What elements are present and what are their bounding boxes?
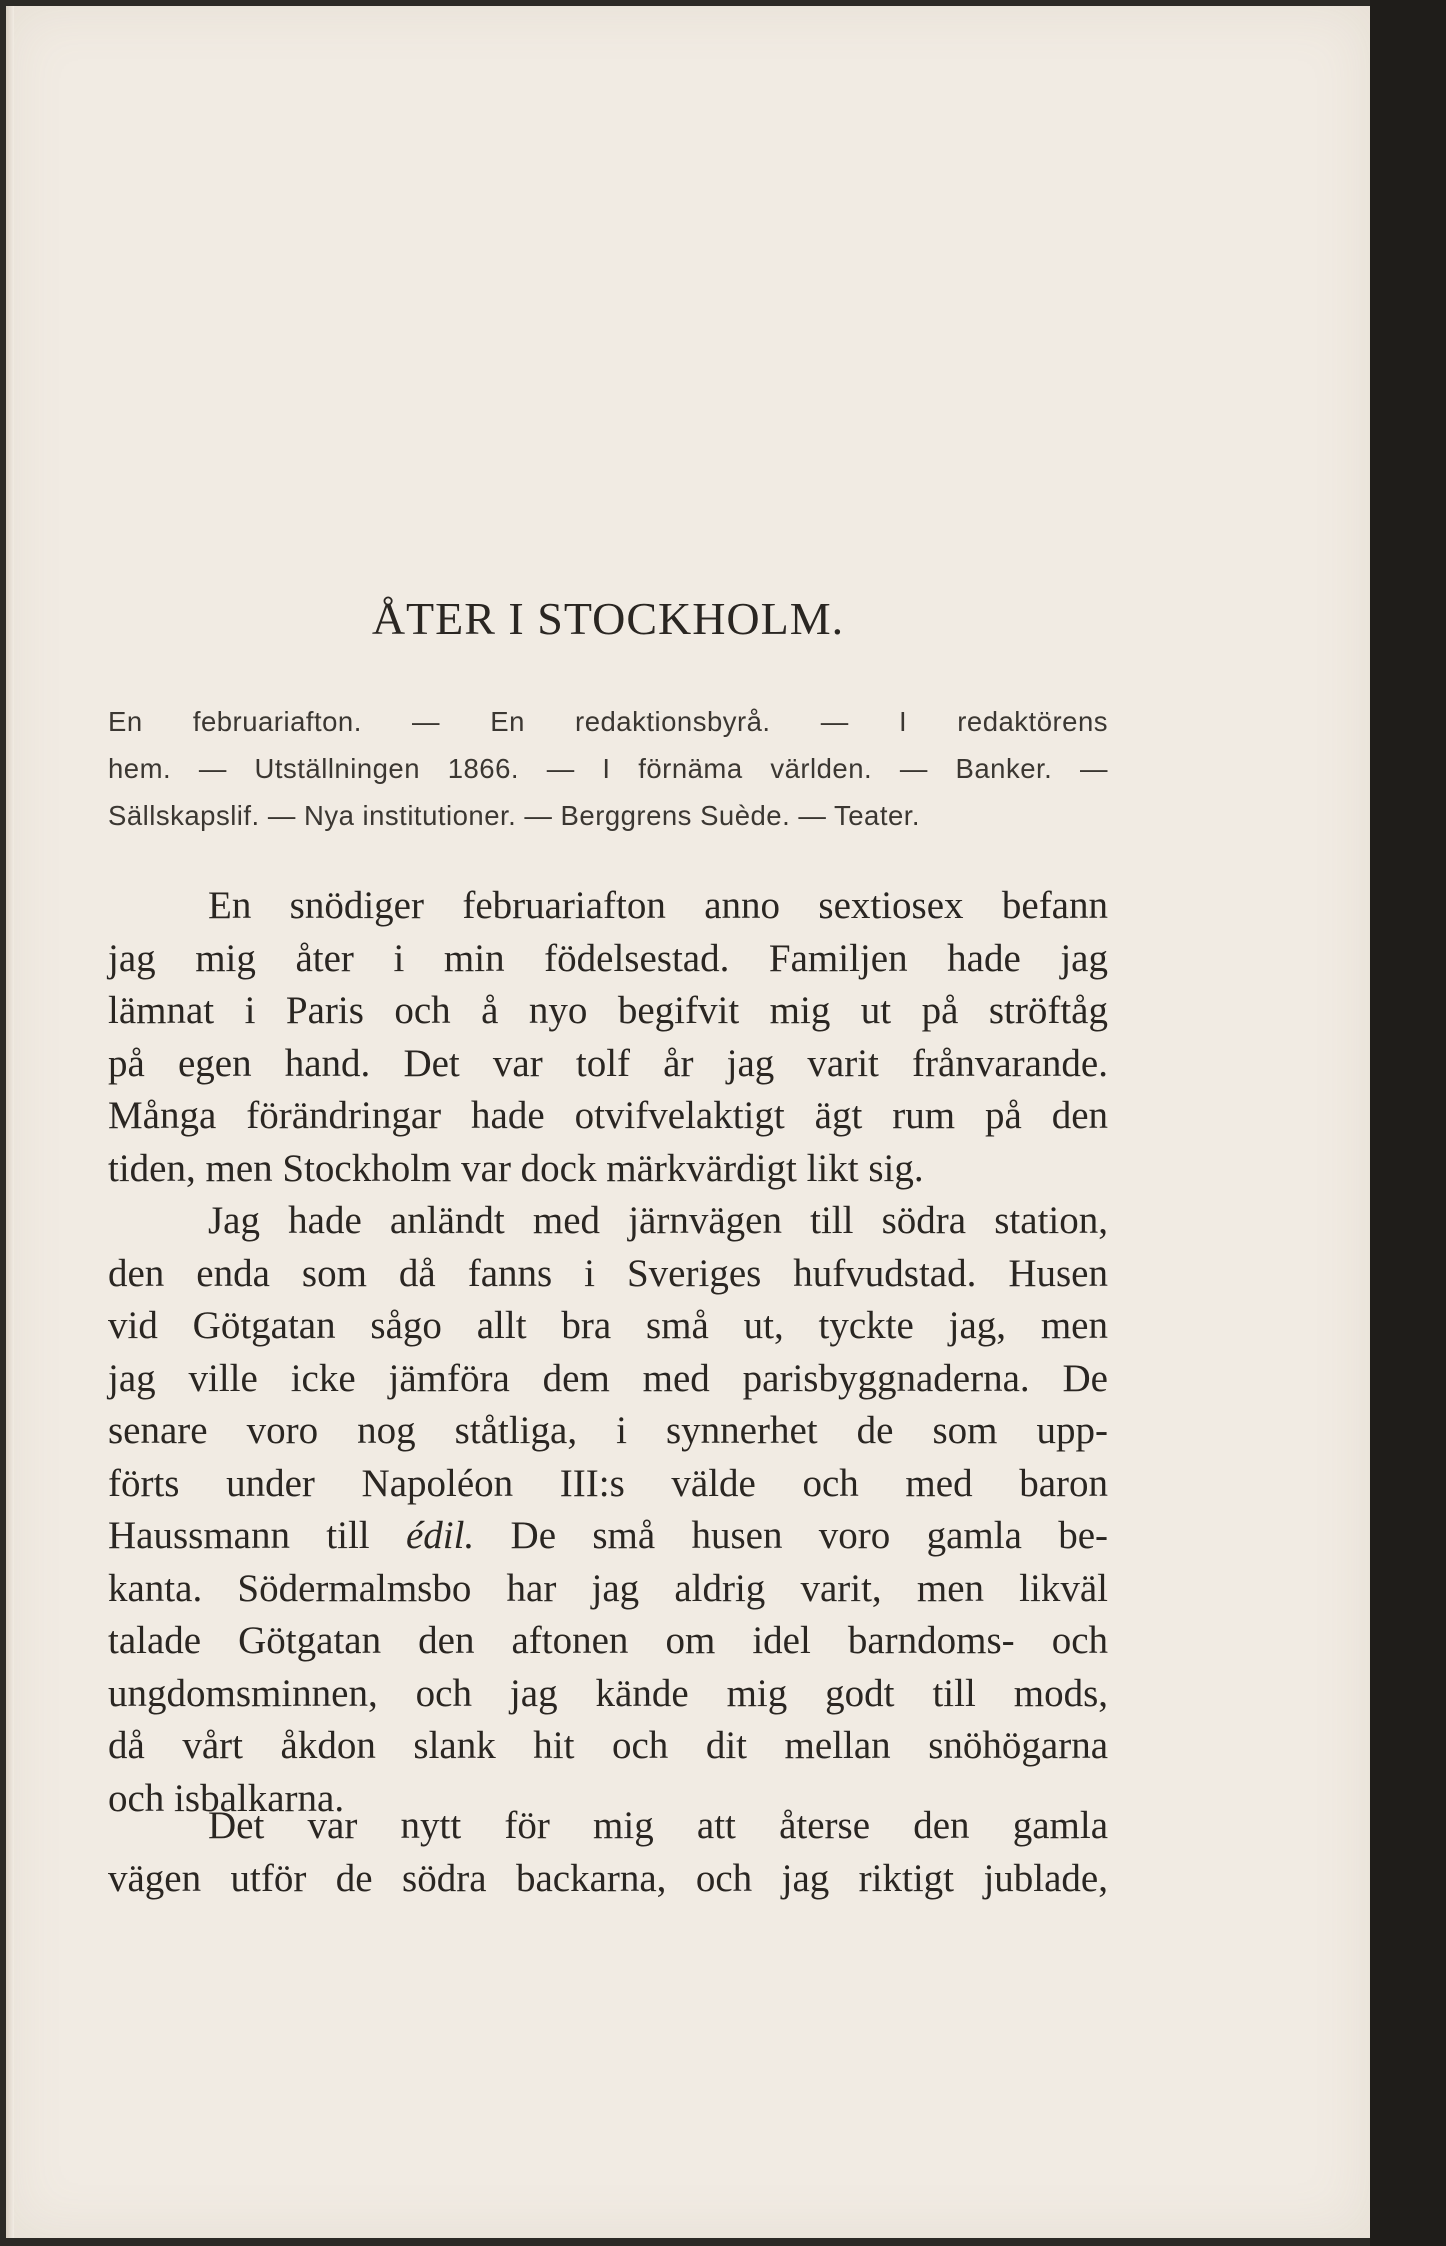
text-line: ungdomsminnen, och jag kände mig godt till mods, (108, 1671, 1108, 1715)
scan-border (1370, 0, 1446, 2246)
page-spine-edge (6, 6, 14, 2238)
text-segment: Haussmann till (108, 1514, 370, 1557)
paragraph-3 (108, 1800, 1108, 1905)
text-line: och isbalkarna. (108, 1776, 345, 1820)
chapter-summary (108, 698, 1108, 839)
text-line: den enda som då fanns i Sveriges hufvudstad. Husen (108, 1251, 1108, 1295)
paragraph-1 (108, 880, 1108, 1195)
text-line: på egen hand. Det var tolf år jag varit frånvarande. (108, 1041, 1108, 1085)
text-line: jag mig åter i min födelsestad. Familjen hade jag (108, 936, 1108, 980)
text-line: En snödiger februariafton anno sextiosex befann (208, 884, 1108, 927)
summary-line: En februariafton. — En redaktionsbyrå. — I redaktörens (108, 706, 1108, 737)
text-line: tiden, men Stockholm var dock märkvärdigt likt sig. (108, 1146, 924, 1190)
text-line: förts under Napoléon III:s välde och med baron (108, 1461, 1108, 1505)
text-line: lämnat i Paris och å nyo begifvit mig ut på ströftåg (108, 989, 1108, 1032)
text-line: då vårt åkdon slank hit och dit mellan snöhögarna (108, 1724, 1108, 1767)
text-line: talade Götgatan den aftonen om idel barndoms- och (108, 1619, 1108, 1662)
text-line: kanta. Södermalmsbo har jag aldrig varit, men likväl (108, 1566, 1108, 1610)
summary-line: Sällskapslif. — Nya institutioner. — Berggrens Suède. — Teater. (108, 800, 921, 831)
text-segment: De små husen voro gamla be- (510, 1514, 1108, 1557)
text-line: senare voro nog ståtliga, i synnerhet de som upp- (108, 1409, 1108, 1452)
summary-line: hem. — Utställningen 1866. — I förnäma världen. — Banker. — (108, 753, 1108, 784)
italic-word: édil. (405, 1514, 475, 1557)
text-line: Det var nytt för mig att återse den gamla (208, 1804, 1108, 1847)
text-line: Många förändringar hade otvifvelaktigt ägt rum på den (108, 1094, 1108, 1137)
chapter-title: ÅTER I STOCKHOLM. (371, 593, 845, 644)
text-line: jag ville icke jämföra dem med parisbyggnaderna. De (108, 1356, 1108, 1400)
text-line-with-italic (108, 1510, 1108, 1563)
text-line: vid Götgatan sågo allt bra små ut, tyckte jag, men (108, 1304, 1108, 1347)
text-line: vägen utför de södra backarna, och jag riktigt jublade, (108, 1856, 1108, 1900)
paragraph-2 (108, 1195, 1108, 1825)
text-line: Jag hade anländt med järnvägen till södra station, (208, 1199, 1108, 1242)
